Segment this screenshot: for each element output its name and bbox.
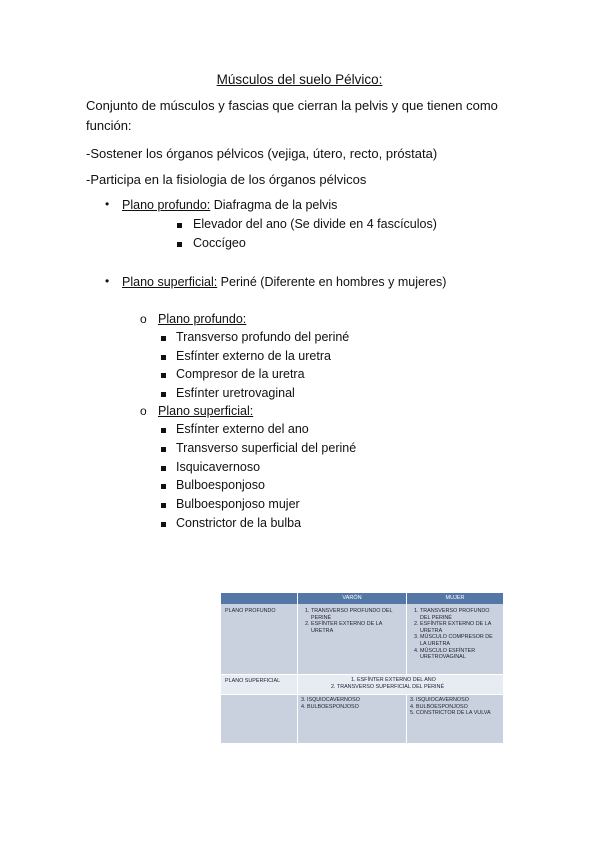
row-label-deep: PLANO PROFUNDO	[225, 608, 276, 614]
square-bullet	[161, 336, 166, 341]
function-physiology: -Participa en la fisiologia de los órganos pélvicos	[86, 172, 367, 187]
circle-bullet: o	[140, 404, 147, 418]
square-bullet	[161, 373, 166, 378]
deep-item: Elevador del ano (Se divide en 4 fascículos)	[193, 217, 437, 231]
deep-plane-heading	[122, 198, 337, 212]
list-item: 4. BULBOESPONJOSO	[410, 703, 468, 710]
circle-bullet: o	[140, 312, 147, 326]
superficial-plane-heading	[122, 275, 446, 289]
list-item: 1. TRANSVERSO PROFUNDO DEL PERINÉ	[420, 608, 500, 621]
list-item: 3. MÚSCULO COMPRESOR DE LA URETRA	[420, 634, 500, 647]
sub-deep-item: Esfínter externo de la uretra	[176, 349, 331, 363]
square-bullet	[161, 503, 166, 508]
table-header-empty	[221, 593, 297, 604]
table-header-female: MUJER	[407, 593, 503, 604]
intro-text-cont: función:	[86, 118, 132, 133]
deep-item: Coccígeo	[193, 236, 246, 250]
square-bullet	[161, 355, 166, 360]
male-superficial-cell	[301, 697, 401, 710]
list-item: 2. ESFÍNTER EXTERNO DE LA URETRA	[420, 621, 500, 634]
superficial-plane-label: Plano superficial:	[122, 275, 218, 289]
intro-text: Conjunto de músculos y fascias que cierran la pelvis y que tienen como	[86, 98, 498, 113]
table-divider	[221, 674, 503, 675]
sub-superficial-item: Isquicavernoso	[176, 460, 261, 474]
list-item: 4. BULBOESPONJOSO	[301, 703, 359, 710]
sub-superficial-item: Constrictor de la bulba	[176, 516, 302, 530]
square-bullet	[161, 428, 166, 433]
sub-deep-label: Plano profundo:	[158, 312, 247, 326]
table-header-male: VARÓN	[298, 593, 406, 604]
female-deep-cell	[410, 608, 500, 661]
list-item: 1. ESFÍNTER EXTERNO DEL ANO	[351, 677, 436, 683]
list-item: 2. TRANSVERSO SUPERFICIAL DEL PERINÉ	[331, 683, 445, 690]
list-item: 4. MÚSCULO ESFÍNTER URETROVAGINAL	[420, 648, 500, 661]
square-bullet	[161, 484, 166, 489]
male-deep-cell	[301, 608, 401, 634]
sub-superficial-item: Bulboesponjoso mujer	[176, 497, 300, 511]
list-item: 2. ESFÍNTER EXTERNO DE LA URETRA	[311, 621, 401, 634]
sub-deep-item: Esfínter uretrovaginal	[176, 386, 295, 400]
square-bullet	[161, 522, 166, 527]
female-superficial-cell	[410, 697, 500, 717]
page-title: Músculos del suelo Pélvico:	[216, 72, 383, 87]
sub-deep-item: Transverso profundo del periné	[176, 330, 350, 344]
list-item: 3. ISQUIOCAVERNOSO	[410, 697, 469, 703]
row-label-superficial: PLANO SUPERFICIAL	[225, 678, 281, 684]
table-divider	[221, 694, 503, 695]
shared-superficial-cell	[331, 677, 501, 690]
table-divider	[406, 593, 407, 674]
list-item: 1. TRANSVERSO PROFUNDO DEL PERINÉ	[311, 608, 401, 621]
square-bullet	[177, 223, 182, 228]
square-bullet	[177, 242, 182, 247]
superficial-plane-text: Periné (Diferente en hombres y mujeres)	[217, 275, 447, 289]
list-item: 3. ISQUIOCAVERNOSO	[301, 697, 360, 703]
sub-superficial-item: Esfínter externo del ano	[176, 422, 309, 436]
table-divider	[297, 593, 298, 743]
function-support: -Sostener los órganos pélvicos (vejiga, útero, recto, próstata)	[86, 146, 438, 161]
square-bullet	[161, 392, 166, 397]
square-bullet	[161, 447, 166, 452]
table-divider	[406, 694, 407, 743]
sub-superficial-label: Plano superficial:	[158, 404, 254, 418]
muscles-comparison-table	[221, 593, 503, 743]
sub-superficial-item: Transverso superficial del periné	[176, 441, 357, 455]
disc-bullet: •	[105, 197, 110, 211]
square-bullet	[161, 466, 166, 471]
sub-deep-item: Compresor de la uretra	[176, 367, 305, 381]
deep-plane-label: Plano profundo:	[122, 198, 211, 212]
deep-plane-text: Diafragma de la pelvis	[210, 198, 338, 212]
list-item: 5. CONSTRICTOR DE LA VULVA	[410, 710, 491, 717]
sub-superficial-item: Bulboesponjoso	[176, 478, 265, 492]
disc-bullet: •	[105, 274, 110, 288]
